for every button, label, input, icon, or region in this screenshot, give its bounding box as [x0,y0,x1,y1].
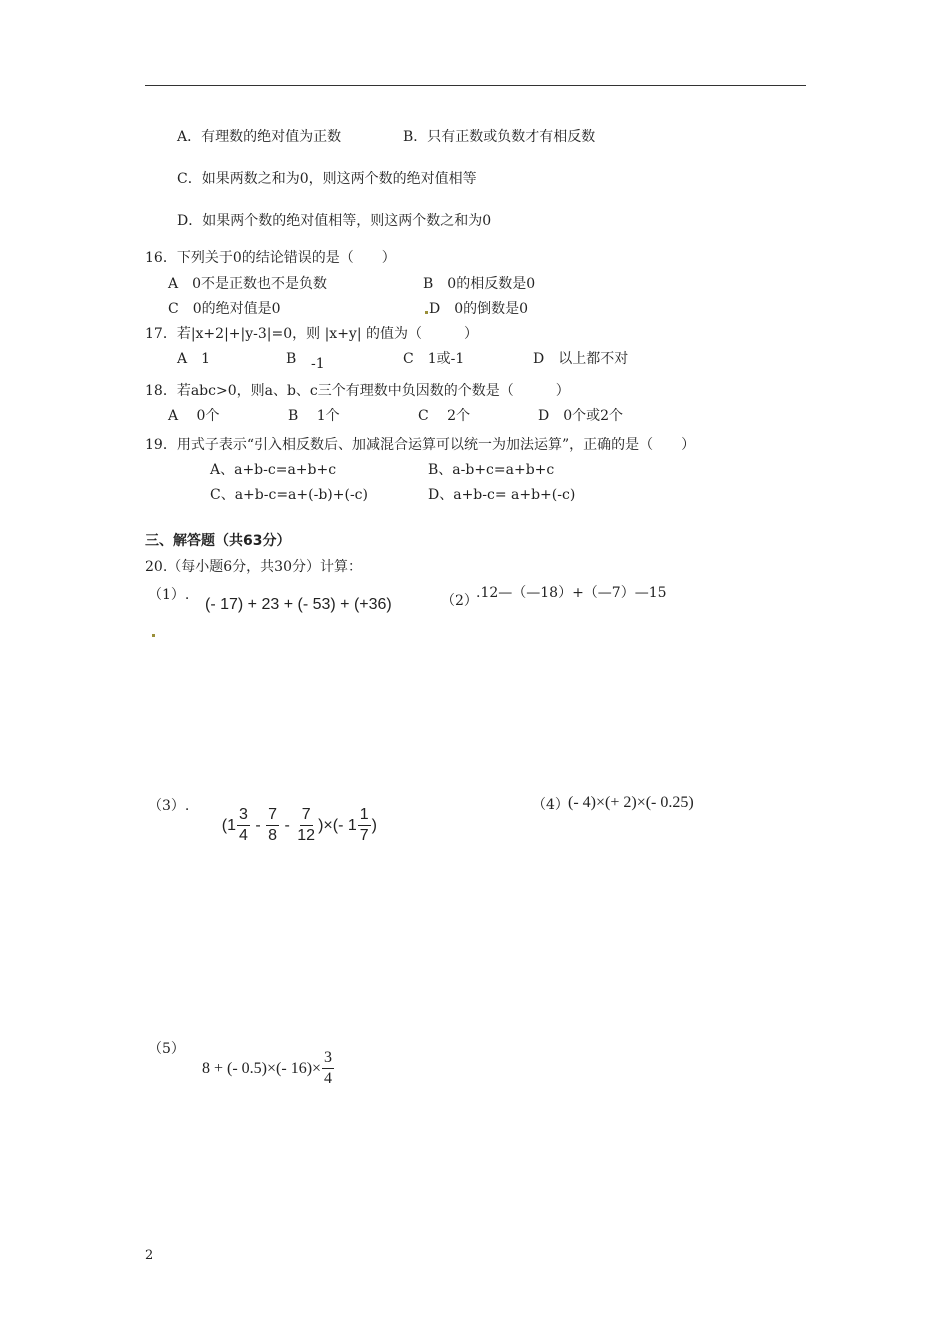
q20-part1-expression: (- 17) + 23 + (- 53) + (+36) [205,596,392,613]
fraction [322,1048,334,1089]
q20-part3-expression [204,785,377,866]
denominator: 12 [297,827,316,844]
numerator: 1 [358,805,371,826]
operator: - [250,816,266,834]
q20-stem: 20.（每小题6分，共30分）计算： [145,559,362,575]
section-heading: 三、解答题（共63分） [145,533,291,549]
q16-option-a: A 0不是正数也不是负数 [168,276,328,292]
q15-option-c: C．如果两数之和为0，则这两个数的绝对值相等 [177,171,477,187]
q20-part5-expression [186,1028,335,1109]
denominator: 8 [268,827,278,844]
q20-part3-label: （3）. [148,798,190,814]
page-number: 2 [145,1248,154,1263]
q20-part1-label: （1）. [148,587,190,603]
numerator: 3 [237,805,250,826]
q20-part4-expression: (- 4)×(+ 2)×(- 0.25) [568,794,694,811]
q20-part4-label: （4） [532,797,569,813]
q18-stem: 18．若abc>0，则a、b、c三个有理数中负因数的个数是（ ） [145,383,570,399]
q17-option-b-label: B [286,351,297,367]
q18-option-c: C 2个 [418,408,471,424]
q19-option-b: B、a-b+c=a+b+c [428,462,555,478]
q15-option-d: D．如果两个数的绝对值相等，则这两个数之和为0 [177,213,492,229]
numerator: 7 [266,805,279,826]
fraction [295,805,317,846]
expression-middle: )×(- 1 [318,816,357,834]
q18-option-d: D 0个或2个 [538,408,624,424]
q18-option-b: B 1个 [288,408,340,424]
q17-option-a: A 1 [177,351,211,367]
q15-option-a: A．有理数的绝对值为正数 [177,129,342,145]
q19-option-c: C、a+b-c=a+(-b)+(-c) [210,487,368,503]
denominator: 7 [359,827,369,844]
q17-option-c: C 1或-1 [403,351,465,367]
q16-option-b: B 0的相反数是0 [423,276,536,292]
fraction [237,805,250,846]
operator: - [280,816,295,834]
q19-option-d: D、a+b-c= a+b+(-c) [428,487,576,503]
q16-option-d: D 0的倒数是0 [429,301,529,317]
q17-option-d: D 以上都不对 [533,351,629,367]
numerator: 3 [322,1048,334,1069]
q18-option-a: A 0个 [168,408,220,424]
denominator: 4 [324,1070,333,1087]
q17-option-b-value: -1 [311,356,325,372]
numerator: 7 [300,805,313,826]
q15-option-b: B．只有正数或负数才有相反数 [403,129,596,145]
q16-stem: 16．下列关于0的结论错误的是（ ） [145,250,396,266]
q16-option-c: C 0的绝对值是0 [168,301,281,317]
stray-dot [425,311,428,314]
q19-option-a: A、a+b-c=a+b+c [210,462,337,478]
denominator: 4 [239,827,248,844]
q20-part2-expression: .12—（—18）+（—7）—15 [476,585,667,601]
header-rule [145,85,806,86]
q20-part2-label: （2） [441,593,478,609]
paren-close: ) [371,816,377,834]
fraction [266,805,279,846]
fraction [358,805,371,846]
q17-stem: 17．若|x+2|+|y-3|=0，则 |x+y| 的值为（ ） [145,326,478,342]
paren-open: (1 [221,816,237,834]
stray-dot [152,634,155,637]
q20-part5-label: （5） [148,1041,185,1057]
q19-stem: 19．用式子表示“引入相反数后、加减混合运算可以统一为加法运算”，正确的是（ ） [145,437,696,453]
expression-body: 8 + (- 0.5)×(- 16)× [202,1059,322,1077]
